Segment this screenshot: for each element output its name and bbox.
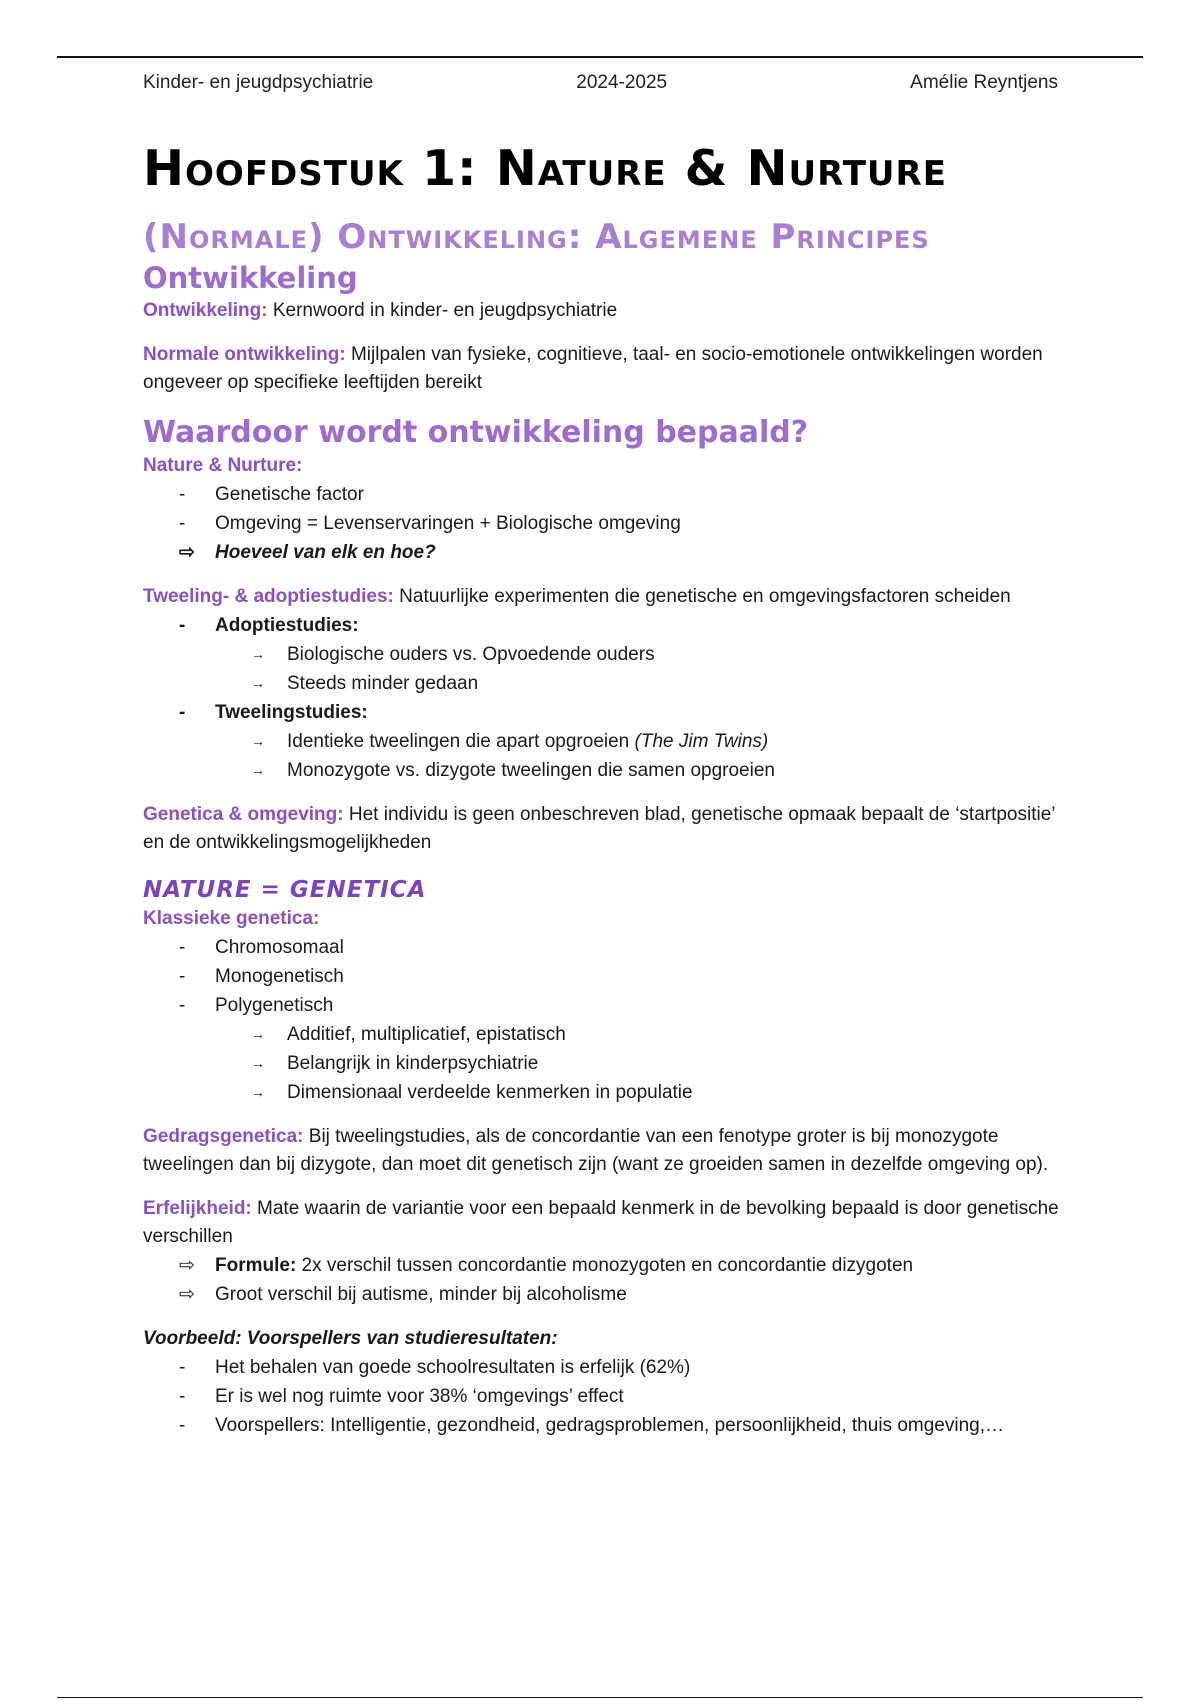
top-rule: [57, 56, 1143, 58]
header-course: Kinder- en jeugdpsychiatrie: [143, 72, 374, 93]
list-item: ⇨ Groot verschil bij autisme, minder bij alcoholisme: [179, 1284, 627, 1305]
label-nature-nurture: Nature & Nurture:: [143, 455, 303, 476]
term: Genetica & omgeving:: [143, 804, 344, 825]
header-author: Amélie Reyntjens: [910, 72, 1058, 93]
list-erfelijkheid: [143, 1251, 1073, 1309]
list-subitem: → Additief, multiplicatief, epistatisch: [251, 1024, 566, 1045]
list-item: - Monogenetisch: [179, 966, 344, 987]
list-item-conclusion: ⇨ Hoeveel van elk en hoe?: [179, 542, 436, 563]
heading-nature-genetica: NATURE = GENETICA: [143, 877, 427, 903]
paragraph-erfelijkheid: Erfelijkheid: Mate waarin de variantie voor een bepaald kenmerk in de bevolking bepaald is door genetische verschillen: [143, 1198, 1059, 1247]
paragraph-gedragsgenetica: Gedragsgenetica: Bij tweelingstudies, als de concordantie van een fenotype groter is bij monozygote tweelingen dan bij dizygote, dan moet dit genetisch zijn (want ze groeiden samen in dezelfde omgeving op).: [143, 1126, 1049, 1175]
list-subitem: → Identieke tweelingen die apart opgroeien (The Jim Twins): [251, 731, 769, 752]
voorbeeld-title: Voorbeeld: Voorspellers van studieresultaten:: [143, 1328, 558, 1349]
label-klassieke-genetica: Klassieke genetica:: [143, 908, 320, 929]
page-header: [143, 72, 1058, 94]
list-subitem: → Steeds minder gedaan: [251, 673, 479, 694]
list-item: - Adoptiestudies:: [179, 615, 359, 636]
list-item: ⇨ Formule: 2x verschil tussen concordantie monozygoten en concordantie dizygoten: [179, 1255, 914, 1276]
list-item: - Chromosomaal: [179, 937, 344, 958]
list-item: - Er is wel nog ruimte voor 38% ‘omgevings’ effect: [179, 1386, 624, 1407]
paragraph-normale-ontwikkeling: Normale ontwikkeling: Mijlpalen van fysieke, cognitieve, taal- en socio-emotionele ontwikkelingen worden ongeveer op specifieke leeftijden bereikt: [143, 344, 1043, 393]
list-item: - Voorspellers: Intelligentie, gezondheid, gedragsproblemen, persoonlijkheid, thuis omgeving,…: [179, 1415, 1004, 1436]
list-item: - Het behalen van goede schoolresultaten is erfelijk (62%): [179, 1357, 691, 1378]
list-nature-nurture: [143, 480, 1073, 567]
term: Erfelijkheid:: [143, 1198, 252, 1219]
list-subitem: → Belangrijk in kinderpsychiatrie: [251, 1053, 539, 1074]
list-subitem: → Monozygote vs. dizygote tweelingen die samen opgroeien: [251, 760, 775, 781]
list-item: - Polygenetisch: [179, 995, 334, 1016]
list-subitem: → Dimensionaal verdeelde kenmerken in populatie: [251, 1082, 693, 1103]
term: Gedragsgenetica:: [143, 1126, 304, 1147]
paragraph-studies: Tweeling- & adoptiestudies: Natuurlijke experimenten die genetische en omgevingsfactoren scheiden: [143, 586, 1011, 607]
paragraph-genetica-omgeving: Genetica & omgeving: Het individu is geen onbeschreven blad, genetische opmaak bepaalt de ‘startpositie’ en de ontwikkelingsmogelijkheden: [143, 804, 1055, 853]
list-studies: [143, 611, 1073, 785]
chapter-title: Hoofdstuk 1: Nature & Nurture: [143, 140, 947, 197]
list-voorbeeld: [143, 1353, 1073, 1440]
list-item: - Omgeving = Levenservaringen + Biologische omgeving: [179, 513, 681, 534]
term: Ontwikkeling:: [143, 300, 268, 321]
document-body: [143, 140, 1073, 1440]
section-title: (Normale) Ontwikkeling: Algemene Principes: [143, 217, 930, 257]
heading-bepaald: Waardoor wordt ontwikkeling bepaald?: [143, 415, 809, 450]
term: Normale ontwikkeling:: [143, 344, 346, 365]
term: Tweeling- & adoptiestudies:: [143, 586, 394, 607]
list-klassieke-genetica: [143, 933, 1073, 1107]
paragraph-ontwikkeling: Ontwikkeling: Kernwoord in kinder- en jeugdpsychiatrie: [143, 300, 618, 321]
bottom-rule: [57, 1697, 1143, 1698]
header-year: 2024-2025: [576, 72, 668, 93]
list-item: - Tweelingstudies:: [179, 702, 368, 723]
heading-ontwikkeling: Ontwikkeling: [143, 261, 358, 295]
list-item: - Genetische factor: [179, 484, 364, 505]
list-subitem: → Biologische ouders vs. Opvoedende ouders: [251, 644, 655, 665]
